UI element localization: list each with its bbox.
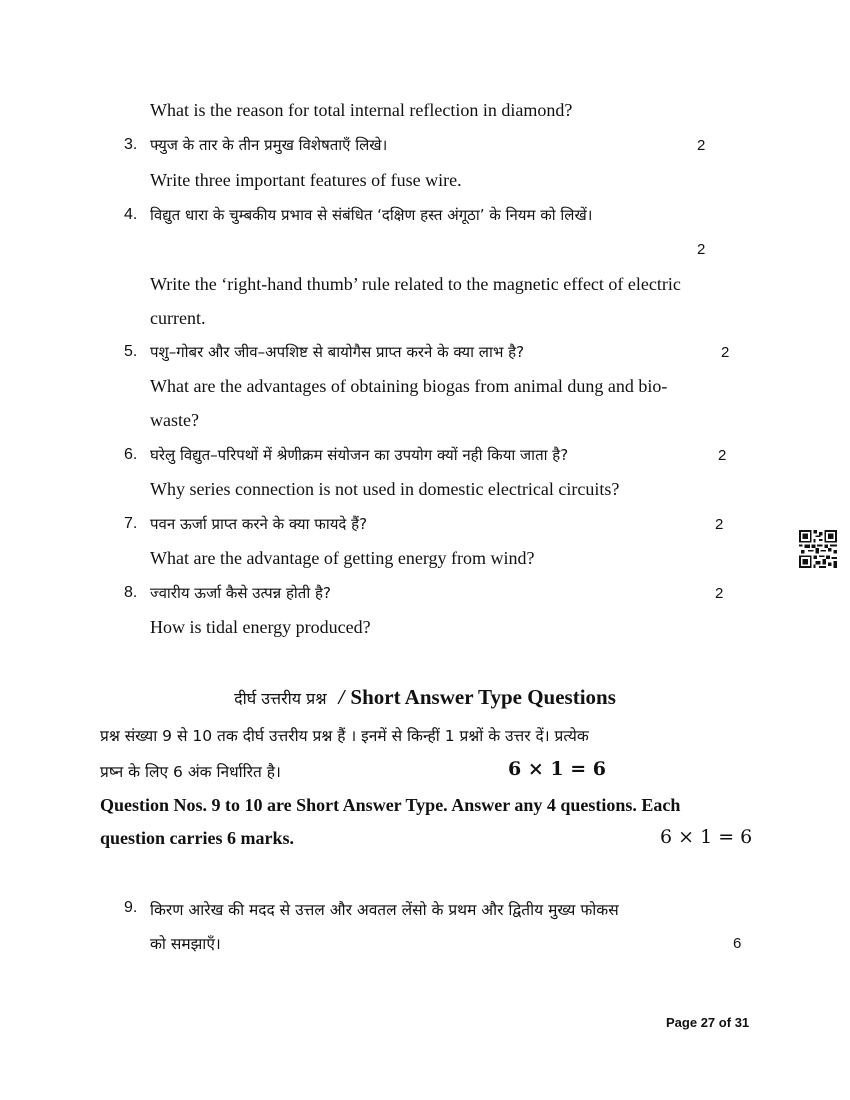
q5-hindi-text: पशु–गोबर और जीव–अपशिष्ट से बायोगैस प्राप्त करने के क्या लाभ है? (150, 343, 525, 361)
q5-marks: 2 (721, 344, 730, 361)
section-heading-hindi: दीर्घ उत्तरीय प्रश्न (234, 689, 327, 708)
q6-hindi-text: घरेलु विद्युत–परिपथों में श्रेणीक्रम संयोजन का उपयोग क्यों नही किया जाता है? (150, 446, 569, 464)
q9-number: 9. (124, 899, 138, 916)
q6-english-text: Why series connection is not used in domestic electrical circuits? (150, 479, 620, 499)
q9-hindi-text-line2: को समझाएँ। (150, 935, 221, 953)
q6-marks: 2 (718, 447, 727, 464)
q3-hindi-text: फ्युज के तार के तीन प्रमुख विशेषताएँ लिखे। (150, 136, 388, 154)
q3-english-text: Write three important features of fuse wire. (150, 170, 462, 190)
q7-hindi-text: पवन ऊर्जा प्राप्त करने के क्या फायदे हैं? (150, 515, 368, 533)
q5-english-text-line1: What are the advantages of obtaining biogas from animal dung and bio- (150, 376, 668, 396)
q8-hindi-text: ज्वारीय ऊर्जा कैसे उत्पन्न होती है? (150, 584, 331, 602)
section-heading-separator: / (338, 685, 345, 709)
section-instructions-english-line1: Question Nos. 9 to 10 are Short Answer Type. Answer any 4 questions. Each (100, 795, 681, 815)
q4-number: 4. (124, 206, 138, 223)
marks-formula-hindi: 6 × 1 = 6 (508, 758, 606, 780)
section-heading (0, 685, 850, 710)
section-instructions-hindi-line2: प्रष्न के लिए 6 अंक निर्धारित है। (100, 763, 281, 781)
section-heading-english: Short Answer Type Questions (350, 685, 616, 709)
qr-code-icon (799, 530, 837, 568)
q9-marks: 6 (733, 935, 742, 952)
page-number (666, 1015, 749, 1030)
q6-number: 6. (124, 446, 138, 463)
q2-english-text: What is the reason for total internal reflection in diamond? (150, 100, 573, 120)
q3-marks: 2 (697, 137, 706, 154)
current-page: 27 (700, 1015, 716, 1030)
q4-hindi-text: विद्युत धारा के चुम्बकीय प्रभाव से संबंधित ‘दक्षिण हस्त अंगूठा’ के नियम को लिखें। (150, 206, 593, 224)
q8-marks: 2 (715, 585, 724, 602)
q4-english-text-line2: current. (150, 308, 206, 328)
section-instructions-english-line2: question carries 6 marks. (100, 828, 294, 848)
total-pages: 31 (734, 1015, 750, 1030)
q5-english-text-line2: waste? (150, 410, 199, 430)
q7-number: 7. (124, 515, 138, 532)
q7-marks: 2 (715, 516, 724, 533)
page-of-label: of (718, 1015, 732, 1030)
section-instructions-hindi-line1: प्रश्न संख्या 9 से 10 तक दीर्घ उत्तरीय प्रश्न हैं । इनमें से किन्हीं 1 प्रश्नों के उत्तर दें। प्रत्येक (100, 727, 589, 745)
q8-english-text: How is tidal energy produced? (150, 617, 371, 637)
q4-marks: 2 (697, 241, 706, 258)
q9-hindi-text-line1: किरण आरेख की मदद से उत्तल और अवतल लेंसो के प्रथम और द्वितीय मुख्य फोकस (150, 901, 619, 919)
q3-number: 3. (124, 136, 138, 153)
q4-english-text-line1: Write the ‘right-hand thumb’ rule related to the magnetic effect of electric (150, 274, 681, 294)
q7-english-text: What are the advantage of getting energy from wind? (150, 548, 535, 568)
page-label: Page (666, 1015, 698, 1030)
q8-number: 8. (124, 584, 138, 601)
marks-formula-english: 6 × 1 = 6 (660, 826, 753, 848)
q5-number: 5. (124, 343, 138, 360)
